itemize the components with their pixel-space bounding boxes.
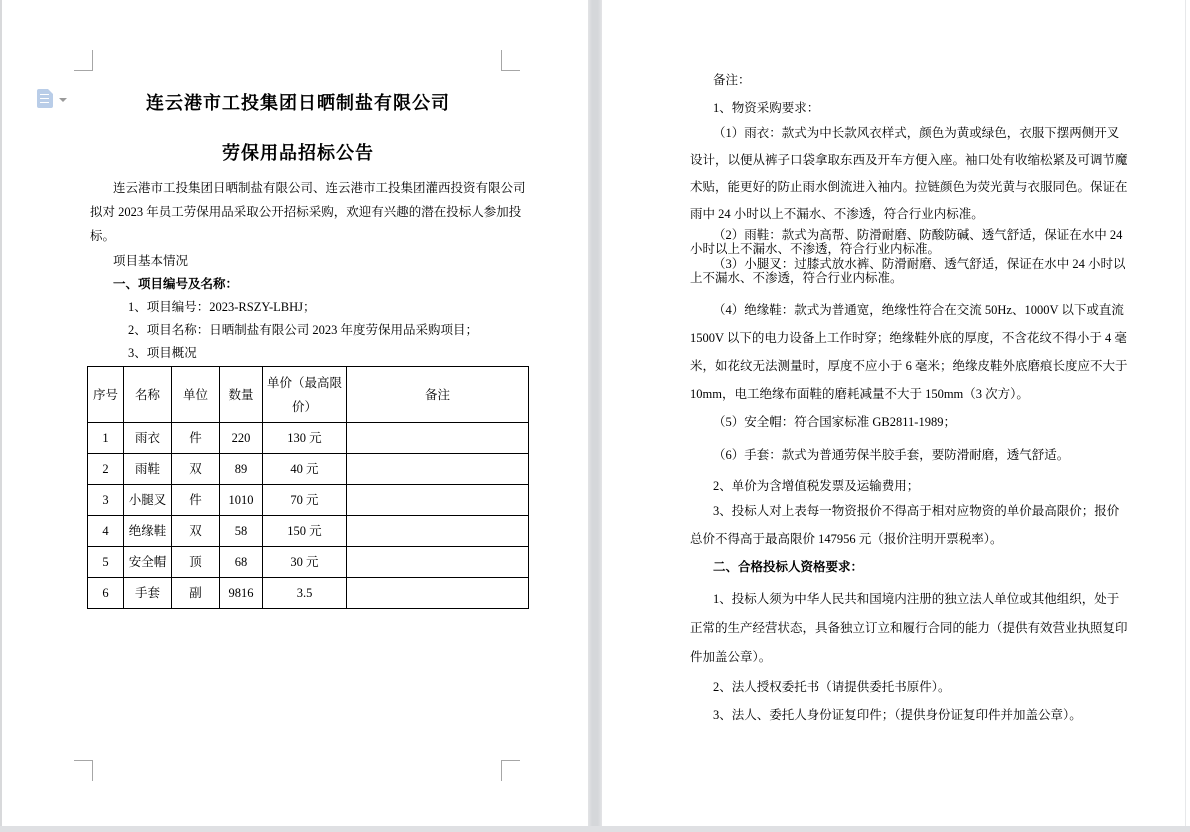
table-cell: 绝缘鞋 [124, 516, 172, 547]
margin-mark-icon [501, 760, 520, 781]
table-row [88, 485, 529, 516]
table-cell: 顶 [172, 547, 220, 578]
text-line: （3）小腿叉：过膝式放水裤、防滑耐磨、透气舒适，保证在水中 24 小时以 [713, 257, 1126, 271]
table-cell: 89 [220, 454, 263, 485]
table-cell: 雨衣 [124, 423, 172, 454]
text-line: 10mm，电工绝缘布面鞋的磨耗减量不大于 150mm（3 次方）。 [690, 387, 1029, 401]
text-line: 标。 [90, 229, 116, 243]
table-cell [347, 485, 529, 516]
table-cell: 5 [88, 547, 124, 578]
table-cell: 双 [172, 516, 220, 547]
text-line: 拟对 2023 年员工劳保用品采取公开招标采购，欢迎有兴趣的潜在投标人参加投 [90, 205, 522, 219]
window-right-edge [1185, 0, 1186, 826]
text-line: 正常的生产经营状态，具备独立订立和履行合同的能力（提供有效营业执照复印 [690, 621, 1128, 635]
table-cell [347, 547, 529, 578]
table-header-row [88, 367, 529, 423]
intro-paragraph [90, 176, 526, 248]
goods-table [87, 366, 529, 609]
text-line: 3、投标人对上表每一物资报价不得高于相对应物资的单价最高限价；报价 [713, 504, 1120, 518]
table-header-cell: 单价（最高限价） [263, 367, 347, 423]
limit-note [690, 497, 1120, 553]
text-line: （2）雨鞋：款式为高帮、防滑耐磨、防酸防碱、透气舒适，保证在水中 24 [713, 228, 1123, 242]
text-line: （4）绝缘鞋：款式为普通宽，绝缘性符合在交流 50Hz、1000V 以下或直流 [713, 303, 1124, 317]
table-cell: 手套 [124, 578, 172, 609]
text-line: 雨中 24 小时以上不漏水、不渗透，符合行业内标准。 [690, 207, 984, 221]
text-line: （5）安全帽：符合国家标准 GB2811-1989； [713, 415, 956, 429]
table-cell: 2 [88, 454, 124, 485]
table-cell: 220 [220, 423, 263, 454]
spec-gloves [690, 442, 1102, 469]
spec-rainboots [690, 228, 1123, 256]
page-gap [588, 0, 602, 826]
basic-info-label: 项目基本情况 [113, 254, 189, 268]
table-header-cell: 名称 [124, 367, 172, 423]
section2-heading [690, 554, 1102, 581]
chevron-down-icon[interactable] [59, 98, 67, 102]
table-cell: 1 [88, 423, 124, 454]
table-header-cell: 备注 [347, 367, 529, 423]
table-cell: 3 [88, 485, 124, 516]
qualification-1 [690, 585, 1128, 672]
text-line: 1500V 以下的电力设备上工作时穿；绝缘鞋外底的厚度，不含花纹不得小于 4 毫 [690, 331, 1127, 345]
margin-mark-icon [74, 50, 93, 71]
page-1[interactable] [2, 0, 588, 826]
text-line: 连云港市工投集团日晒制盐有限公司、连云港市工投集团灌西投资有限公司 [113, 181, 526, 195]
table-cell: 68 [220, 547, 263, 578]
paste-options-icon [37, 89, 53, 108]
table-cell: 1010 [220, 485, 263, 516]
table-cell [347, 454, 529, 485]
table-cell [347, 423, 529, 454]
margin-mark-icon [501, 50, 520, 71]
table-header-cell: 单位 [172, 367, 220, 423]
project-info-list [90, 250, 504, 365]
text-line: 2、法人授权委托书（请提供委托书原件）。 [713, 680, 951, 694]
project-name-item: 2、项目名称：日晒制盐有限公司 2023 年度劳保用品采购项目； [128, 323, 479, 337]
table-row [88, 547, 529, 578]
table-cell: 小腿叉 [124, 485, 172, 516]
table-row [88, 454, 529, 485]
table-cell: 4 [88, 516, 124, 547]
text-line: 件加盖公章）。 [690, 650, 772, 664]
window-left-edge [0, 0, 2, 826]
document-subtitle: 劳保用品招标公告 [222, 143, 374, 163]
text-line: 小时以上不漏水、不渗透，符合行业内标准。 [690, 242, 941, 256]
text-line: 术贴，能更好的防止雨水倒流进入袖内。拉链颜色为荧光黄与衣服同色。保证在 [690, 180, 1128, 194]
table-cell: 58 [220, 516, 263, 547]
spec-legwaders [690, 257, 1126, 285]
purchase-req-heading [690, 95, 1102, 122]
table-cell: 9816 [220, 578, 263, 609]
text-line: 上不漏水、不渗透，符合行业内标准。 [690, 271, 903, 285]
table-cell: 双 [172, 454, 220, 485]
goods-table-body [88, 423, 529, 609]
remark-label [690, 67, 1102, 94]
spec-insulated-shoes [690, 296, 1128, 408]
text-line: 1、物资采购要求： [713, 101, 820, 115]
section1-heading: 一、项目编号及名称： [113, 277, 239, 291]
table-row [88, 423, 529, 454]
goods-table-head [88, 367, 529, 423]
text-line: 设计，以便从裤子口袋拿取东西及开车方便入座。袖口处有收缩松紧及可调节魔 [690, 153, 1128, 167]
table-cell: 130 元 [263, 423, 347, 454]
document-title: 连云港市工投集团日晒制盐有限公司 [146, 93, 450, 113]
table-cell: 副 [172, 578, 220, 609]
text-line: 2、单价为含增值税发票及运输费用； [713, 479, 920, 493]
table-cell: 件 [172, 485, 220, 516]
text-line: 3、法人、委托人身份证复印件；（提供身份证复印件并加盖公章）。 [713, 708, 1082, 722]
table-row [88, 578, 529, 609]
qualification-2 [690, 674, 1102, 701]
table-cell: 40 元 [263, 454, 347, 485]
text-line: 米，如花纹无法测量时，厚度不应小于 6 毫米；绝缘皮鞋外底磨痕长度应不大于 [690, 359, 1128, 373]
table-cell [347, 516, 529, 547]
spec-raincoat [690, 120, 1128, 228]
table-row [88, 516, 529, 547]
table-cell: 3.5 [263, 578, 347, 609]
table-cell [347, 578, 529, 609]
table-cell: 安全帽 [124, 547, 172, 578]
workspace-bottom-strip [0, 826, 1190, 832]
margin-mark-icon [74, 760, 93, 781]
table-header-cell: 序号 [88, 367, 124, 423]
table-cell: 70 元 [263, 485, 347, 516]
text-line: 总价不得高于最高限价 147956 元（报价注明开票税率）。 [690, 532, 1003, 546]
text-line: （6）手套：款式为普通劳保半胶手套，要防滑耐磨，透气舒适。 [713, 448, 1070, 462]
text-line: 备注： [713, 73, 751, 87]
text-line: 1、投标人须为中华人民共和国境内注册的独立法人单位或其他组织，处于 [713, 592, 1120, 606]
table-cell: 雨鞋 [124, 454, 172, 485]
price-note [690, 473, 1102, 500]
qualification-3 [690, 702, 1102, 729]
project-no-item: 1、项目编号：2023-RSZY-LBHJ； [128, 300, 316, 314]
paste-options-button[interactable] [35, 89, 69, 111]
table-cell: 件 [172, 423, 220, 454]
table-cell: 30 元 [263, 547, 347, 578]
text-line: （1）雨衣：款式为中长款风衣样式，颜色为黄或绿色，衣服下摆两侧开叉 [713, 126, 1120, 140]
table-cell: 6 [88, 578, 124, 609]
spec-helmet [690, 409, 1102, 436]
text-line: 二、合格投标人资格要求： [713, 560, 864, 574]
project-overview-item: 3、项目概况 [128, 346, 197, 360]
table-header-cell: 数量 [220, 367, 263, 423]
table-cell: 150 元 [263, 516, 347, 547]
